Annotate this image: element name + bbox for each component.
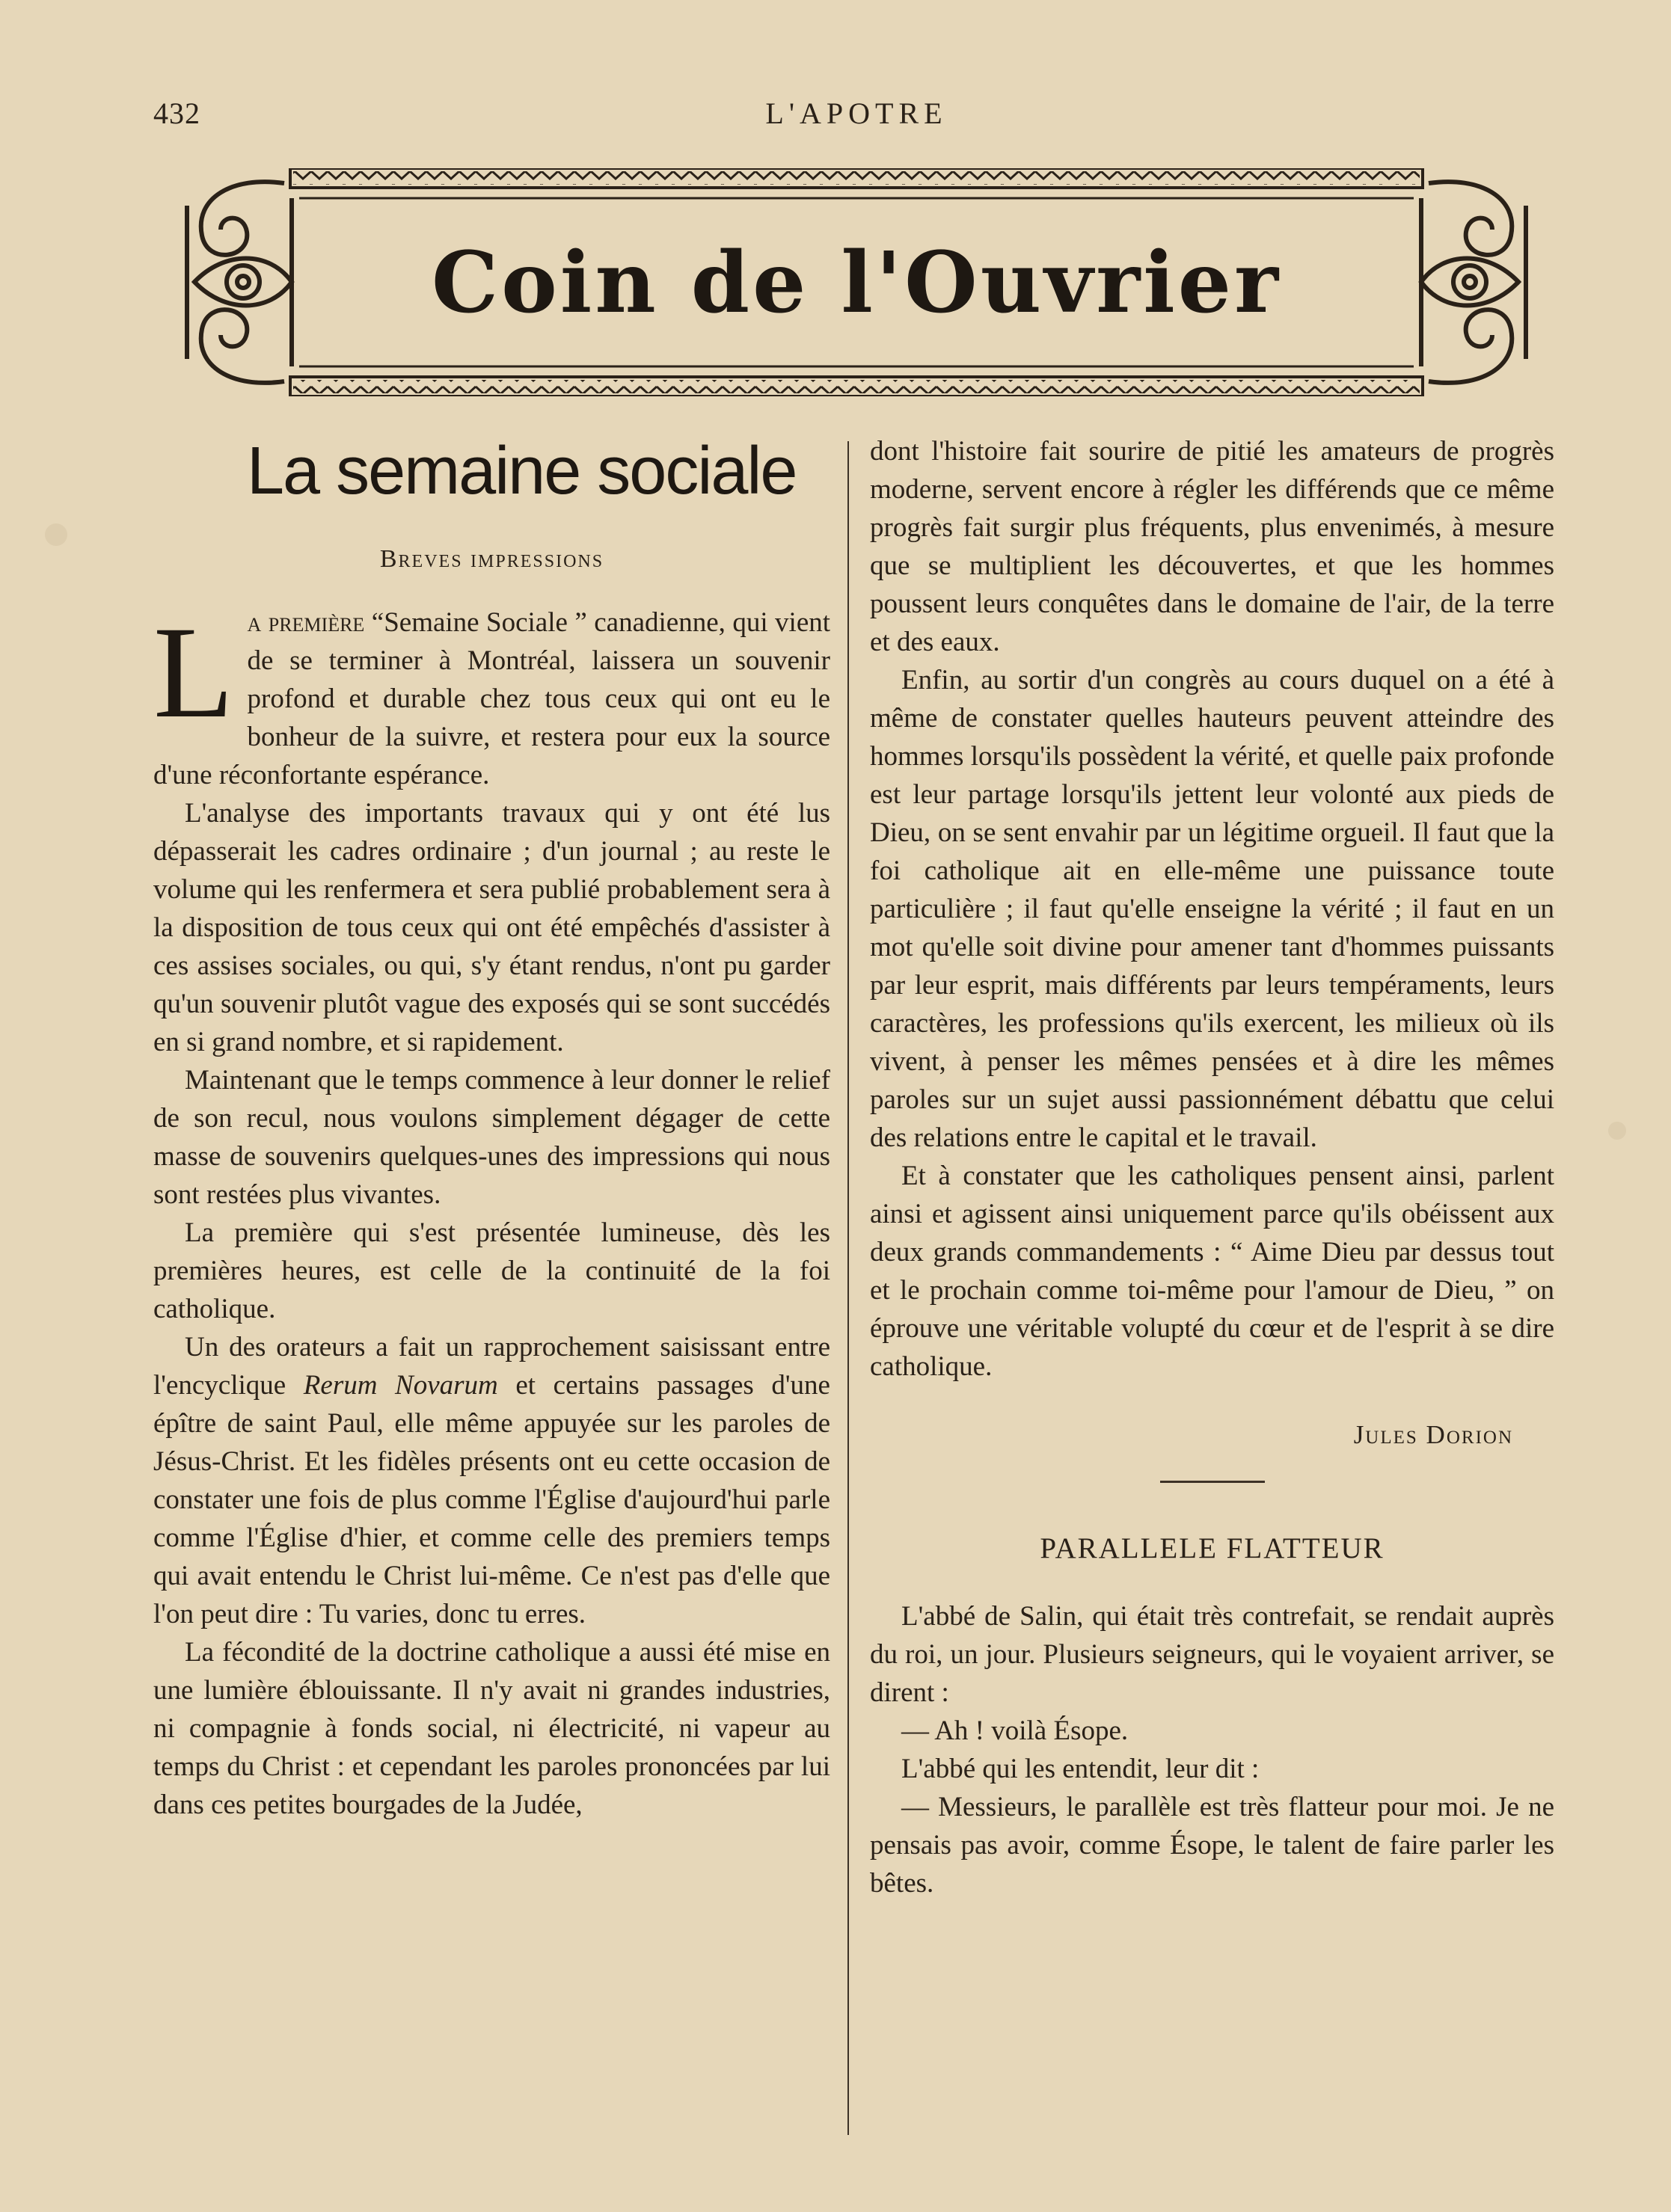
paragraph-text: Un des orateurs a fait un rapprochement saisissant entre l'encyclique <box>153 1332 830 1401</box>
anecdote-paragraph: — Ah ! voilà Ésope. <box>901 1715 1129 1746</box>
column-divider <box>847 441 849 2135</box>
left-scroll-ornament <box>187 182 292 383</box>
article-paragraph: L'analyse des importants travaux qui y ont été lus dépasserait les cadres ordinaire ; d'un journal ; au reste le volume qui les renfermera et sera publié probablement sera à la disposition de tous ceux qui ont été empêchés d'assister à ces assises sociales, ou qui, s'y étant rendus, n'ont pu garder qu'un souvenir plutôt vague des exposés qui se sont succédés en si grand nombre, et si rapidement. <box>153 798 830 1057</box>
article-paragraph: Et à constater que les catholiques pensent ainsi, parlent ainsi et agissent ainsi uniquement parce qu'ils obéissent aux deux grands commandements : “ Aime Dieu par dessus tout et le prochain comme toi-même pour l'amour de Dieu, ” on éprouve une véritable volupté du cœur et de l'esprit à se dire catholique. <box>870 1161 1554 1382</box>
article-lead-paragraph <box>153 600 831 794</box>
journal-title: L'APOTRE <box>765 96 948 130</box>
right-scroll-ornament <box>1421 182 1526 383</box>
anecdote-paragraph: L'abbé qui les entendit, leur dit : <box>901 1754 1260 1784</box>
anecdote-paragraph: — Messieurs, le parallèle est très flatteur pour moi. Je ne pensais pas avoir, comme Ésope, le talent de faire parler les bêtes. <box>870 1792 1554 1899</box>
paper-stain <box>45 523 67 546</box>
article-paragraph: Maintenant que le temps commence à leur donner le relief de son recul, nous voulons simplement dégager de cette masse de souvenirs quelques-unes des impressions qui nous sont restées plus vivantes. <box>153 1065 830 1210</box>
running-head <box>153 96 1560 141</box>
paragraph-text: et certains passages d'une épître de saint Paul, elle même appuyée sur les paroles de Jésus-Christ. Et les fidèles présents ont eu cette occasion de constater une fois de plus comme l'Église d'aujourd'hui parle comme l'Église d'hier, et comme celle des premiers temps qui avait entendu le Christ lui-même. Ce n'est pas d'elle que l'on peut dire : Tu varies, donc tu erres. <box>153 1370 830 1629</box>
paragraph-text: “Semaine Sociale ” canadienne, qui vient de se terminer à Montréal, laissera un souvenir profond et durable chez tous ceux qui ont eu le bonheur de la suivre, et restera pour eux la source d'une réconfortante espérance. <box>153 607 831 790</box>
anecdote-title: PARALLELE FLATTEUR <box>1040 1532 1385 1564</box>
article-paragraph: Enfin, au sortir d'un congrès au cours duquel on a été à même de constater quelles hauteurs peuvent atteindre des hommes lorsqu'ils possèdent la vérité, et quelle paix profonde est leur partage lorsqu'ils jettent leur volonté aux pieds de Dieu, on se sent envahir par un légitime orgueil. Il faut que la foi catholique ait en elle-même une puissance toute particulière ; il faut qu'elle enseigne la vérité ; il faut en un mot qu'elle soit divine pour amener tant d'hommes puissants par leur esprit, mais différents par leurs tempéraments, leurs caractères, les professions qu'ils exercent, les milieux où ils vivent, à penser les mêmes pensées et à dire les mêmes paroles sur un sujet aussi passionnément débattu que celui des relations entre le capital et le travail. <box>870 665 1554 1153</box>
article-paragraph: La première qui s'est présentée lumineuse, dès les premières heures, est celle de la continuité de la foi catholique. <box>153 1217 830 1324</box>
article-paragraph <box>153 1328 830 1633</box>
article-paragraph: La fécondité de la doctrine catholique a aussi été mise en une lumière éblouissante. Il n'y avait ni grandes industries, ni compagnie à fonds social, ni électricité, ni vapeur au temps du Christ : et cependant les paroles prononcées par lui dans ces petites bourgades de la Judée, <box>153 1637 830 1820</box>
article-subtitle: Breves impressions <box>379 545 604 573</box>
banner-title: Coin de l'Ouvrier <box>431 234 1282 332</box>
right-column <box>870 432 1554 1902</box>
paper-stain <box>1608 1122 1626 1140</box>
section-banner <box>180 168 1533 396</box>
anecdote-paragraph: L'abbé de Salin, qui était très contrefait, se rendait auprès du roi, un jour. Plusieurs seigneurs, qui le voyaient arriver, se dirent : <box>870 1601 1554 1708</box>
lead-smallcaps: a première <box>247 607 365 638</box>
left-column <box>153 434 830 1824</box>
author-signature: Jules Dorion <box>1353 1420 1513 1449</box>
section-separator <box>1160 1481 1265 1483</box>
article-title: La semaine sociale <box>247 434 797 509</box>
encyclical-title: Rerum Novarum <box>303 1370 498 1401</box>
drop-cap: L <box>153 600 234 746</box>
page-number: 432 <box>153 96 200 130</box>
article-paragraph-continued: dont l'histoire fait sourire de pitié les amateurs de progrès moderne, servent encore à régler les différends que ce même progrès fait surgir plus fréquents, plus envenimés, à mesure que se multiplient les découvertes, et que les hommes poussent leurs conquêtes dans le domaine de l'air, de la terre et des eaux. <box>870 436 1554 657</box>
